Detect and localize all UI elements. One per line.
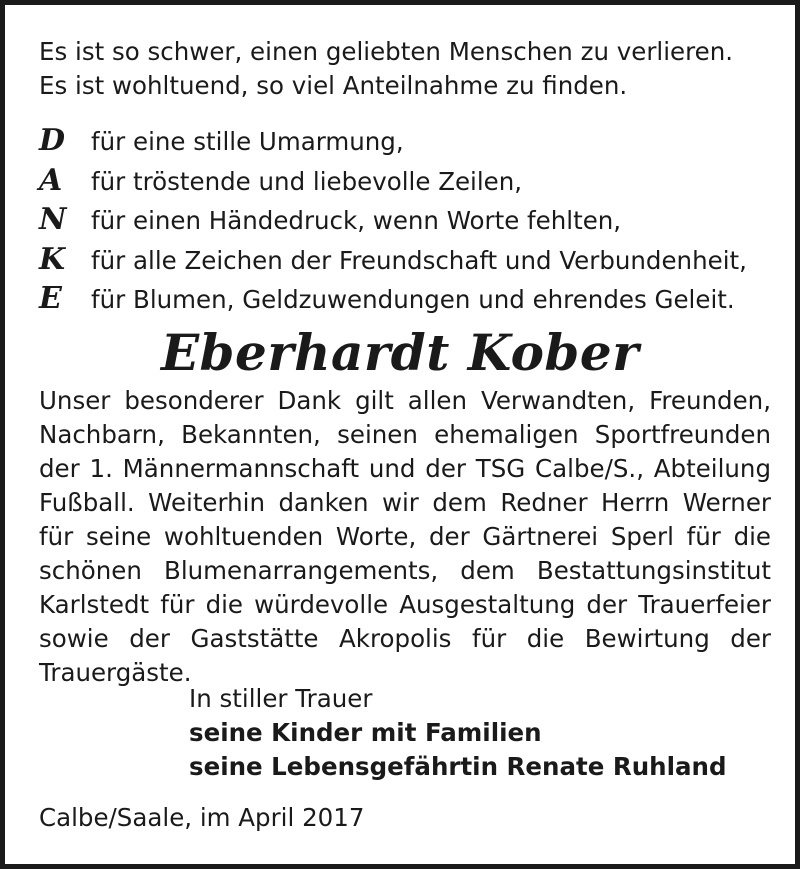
danke-row bbox=[39, 242, 747, 282]
intro-line: Es ist so schwer, einen geliebten Menschen zu verlieren. bbox=[39, 37, 734, 66]
place-date: Calbe/Saale, im April 2017 bbox=[39, 803, 365, 832]
danke-text: für eine stille Umarmung, bbox=[91, 127, 404, 156]
thanks-paragraph: Unser besonderer Dank gilt allen Verwandten, Freunden, Nachbarn, Bekannten, seinen ehemaligen Sportfreunden der 1. Männermannschaft und der TSG Calbe/S., Abteilung Fußball. Weiterhin danken wir dem Redner Herrn Werner für seine wohltuenden Worte, der Gärtnerei Sperl für die schönen Blumenarrangements, dem Bestattungsinstitut Karlstedt für die würdevolle Ausgestaltung der Trauerfeier sowie der Gaststätte Akropolis für die Bewirtung der Trauergäste. bbox=[39, 386, 771, 687]
signoff-family: seine Kinder mit Familien bbox=[189, 718, 542, 747]
danke-text: für tröstende und liebevolle Zeilen, bbox=[91, 166, 523, 196]
danke-row bbox=[39, 163, 747, 203]
danke-text: für einen Händedruck, wenn Worte fehlten, bbox=[91, 206, 622, 235]
danke-row bbox=[39, 123, 747, 163]
danke-text: für alle Zeichen der Freundschaft und Verbundenheit, bbox=[91, 245, 747, 275]
danke-letter: D bbox=[39, 123, 66, 158]
danke-letter: N bbox=[39, 202, 67, 237]
signoff-partner: seine Lebensgefährtin Renate Ruhland bbox=[189, 752, 727, 781]
danke-text: für Blumen, Geldzuwendungen und ehrendes Geleit. bbox=[91, 285, 735, 314]
intro-line: Es ist wohltuend, so viel Anteilnahme zu finden. bbox=[39, 71, 628, 100]
danke-letter: A bbox=[39, 162, 63, 198]
danke-letter: K bbox=[39, 241, 66, 277]
danke-row bbox=[39, 202, 747, 242]
deceased-name: Eberhardt Kober bbox=[160, 323, 640, 382]
danke-acrostic bbox=[39, 123, 747, 321]
danke-letter: E bbox=[39, 281, 62, 316]
signoff bbox=[189, 682, 727, 784]
intro bbox=[39, 35, 733, 103]
signoff-line: In stiller Trauer bbox=[189, 684, 373, 713]
danke-row bbox=[39, 281, 747, 321]
